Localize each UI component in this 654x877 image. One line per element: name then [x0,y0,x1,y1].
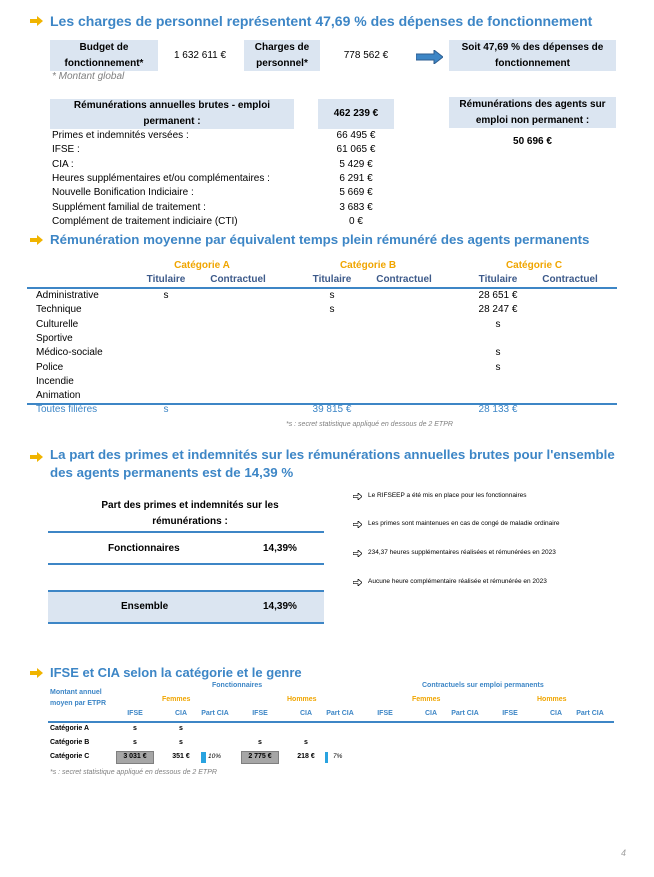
table-cell: s [329,290,335,301]
ifse-cell: 218 € [297,753,315,760]
breakdown-label: Heures supplémentaires et/ou complémentaires : [52,172,270,184]
column-header: Part CIA [576,710,604,717]
charges-value: 778 562 € [343,50,389,61]
arrow-right-icon [30,452,43,462]
ifse-row-label: Catégorie B [50,739,90,746]
breakdown-value: 61 065 € [336,144,376,156]
group-contractuels: Contractuels sur emploi permanents [422,682,544,689]
part-rule-1 [48,531,324,533]
secret-note: *s : secret statistique appliqué en dessous de 2 ETPR [286,421,453,428]
ifse-cell: 351 € [172,753,190,760]
column-header: IFSE [252,710,268,717]
column-header: Part CIA [201,710,229,717]
hommes-2: Hommes [537,696,567,703]
table-bottom-rule [27,403,617,405]
budget-value: 1 632 611 € [173,50,227,61]
table-cell: s [495,318,501,330]
column-header: Part CIA [326,710,354,717]
bullet-text: Les primes sont maintenues en cas de congé de maladie ordinaire [368,520,560,527]
total-cell: s [163,404,169,415]
sub-header: Contractuel [542,274,598,285]
total-cell: 39 815 € [312,404,352,415]
cat-b-header: Catégorie B [339,260,397,271]
hommes-1: Hommes [287,696,317,703]
breakdown-value: 3 683 € [339,201,373,213]
sub-header: Titulaire [312,274,352,285]
ifse-row-label: Catégorie A [50,725,90,732]
table-cell: s [163,290,169,301]
ifse-cell: 7% [333,753,343,760]
note-montant: * Montant global [52,71,125,82]
ifse-cell: s [179,739,183,746]
non-perm-label: Rémunérations des agents sur emploi non permanent : [449,97,616,128]
ifse-cell: s [304,739,308,746]
table-row-label: Médico-sociale [36,347,103,359]
charges-label: Charges de personnel* [244,40,320,71]
femmes-2: Femmes [412,696,441,703]
section3-title-line1: La part des primes et indemnités sur les rémunérations annuelles brutes pour l'ensemble [50,447,615,462]
table-row-label: Animation [36,390,81,402]
fonct-label: Fonctionnaires [108,543,180,554]
part-rule-2 [48,563,324,565]
ifse-cell: 2 775 € [248,753,272,760]
budget-label: Budget de fonctionnement* [50,40,158,71]
sub-header: Titulaire [478,274,518,285]
page-number: 4 [621,848,627,858]
ifse-cell: s [258,739,262,746]
bullet-arrow-icon [353,550,362,557]
section3-title-line2: des agents permanents est de 14,39 % [50,465,294,480]
table-row-label: Incendie [36,375,74,387]
table-cell: 28 247 € [478,304,518,316]
table-row-label: Technique [36,304,82,316]
result-box: Soit 47,69 % des dépenses de fonctionnement [449,40,616,71]
table-row-label: Culturelle [36,318,79,330]
section2-title: Rémunération moyenne par équivalent temps plein rémunéré des agents permanents [50,232,590,247]
part-table-title: Part des primes et indemnités sur les rémunérations : [101,500,279,527]
ifse-cell: s [133,725,137,732]
ifse-cell: s [179,725,183,732]
ensemble-value: 14,39% [263,601,297,612]
arrow-right-icon [30,235,43,245]
ifse-cell: 3 031 € [123,753,147,760]
breakdown-value: 0 € [349,215,363,227]
breakdown-label: Supplément familial de traitement : [52,201,206,213]
total-row-label: Toutes filières [36,404,98,415]
table-row-label: Administrative [36,290,99,301]
column-header: CIA [549,710,563,717]
arrow-right-icon [30,668,43,678]
table-row-label: Police [36,361,64,373]
bullet-text: 234,37 heures supplémentaires réalisées et rémunérées en 2023 [368,549,556,556]
column-header: IFSE [127,710,143,717]
remun-value: 462 239 € [318,99,394,129]
breakdown-label: Complément de traitement indiciaire (CTI) [52,215,238,227]
breakdown-value: 5 429 € [339,158,373,170]
ifse-row-label: Catégorie C [50,753,90,760]
cat-c-header: Catégorie C [505,260,563,271]
breakdown-label: IFSE : [52,144,80,156]
section1-title: Les charges de personnel représentent 47,69 % des dépenses de fonctionnement [50,13,593,29]
column-header: IFSE [377,710,393,717]
section4-title: IFSE et CIA selon la catégorie et le genre [50,665,302,680]
column-header: CIA [174,710,188,717]
table-cell: s [495,347,501,359]
column-header: Part CIA [451,710,479,717]
table-cell: s [495,361,501,373]
non-perm-value: 50 696 € [513,136,552,147]
column-header: CIA [299,710,313,717]
breakdown-value: 66 495 € [336,130,376,141]
breakdown-value: 5 669 € [339,187,373,199]
sub-header: Contractuel [376,274,432,285]
ifse-cell: s [133,739,137,746]
table-row-label: Sportive [36,332,73,344]
ifse-table-rule [48,721,614,723]
remun-label: Rémunérations annuelles brutes - emploi permanent : [50,99,294,129]
breakdown-label: Primes et indemnités versées : [52,130,189,141]
bullet-text: Aucune heure complémentaire réalisée et rémunérée en 2023 [368,578,547,585]
total-cell: 28 133 € [478,404,518,415]
breakdown-value: 6 291 € [339,172,373,184]
row-header: Montant annuel moyen par ETPR [50,689,107,707]
bullet-arrow-icon [353,493,362,500]
table-cell: 28 651 € [478,290,518,301]
column-header: CIA [424,710,438,717]
femmes-1: Femmes [162,696,191,703]
breakdown-label: Nouvelle Bonification Indiciaire : [52,187,194,199]
bullet-arrow-icon [353,521,362,528]
fonct-value: 14,39% [263,543,297,554]
secret-note-2: *s : secret statistique appliqué en dessous de 2 ETPR [50,769,217,776]
sub-header: Titulaire [146,274,186,285]
part-rule-4 [48,622,324,624]
bullet-text: Le RIFSEEP a été mis en place pour les fonctionnaires [368,492,527,499]
table-cell: s [329,304,335,316]
ensemble-label: Ensemble [121,601,169,612]
breakdown-label: CIA : [52,158,74,170]
sub-header: Contractuel [210,274,266,285]
ifse-cell: 10% [208,753,222,760]
bullet-arrow-icon [353,579,362,586]
group-fonctionnaires: Fonctionnaires [212,682,263,689]
arrow-right-icon [30,16,43,26]
column-header: IFSE [502,710,518,717]
arrow-right-icon [416,50,443,64]
cat-a-header: Catégorie A [174,260,230,271]
